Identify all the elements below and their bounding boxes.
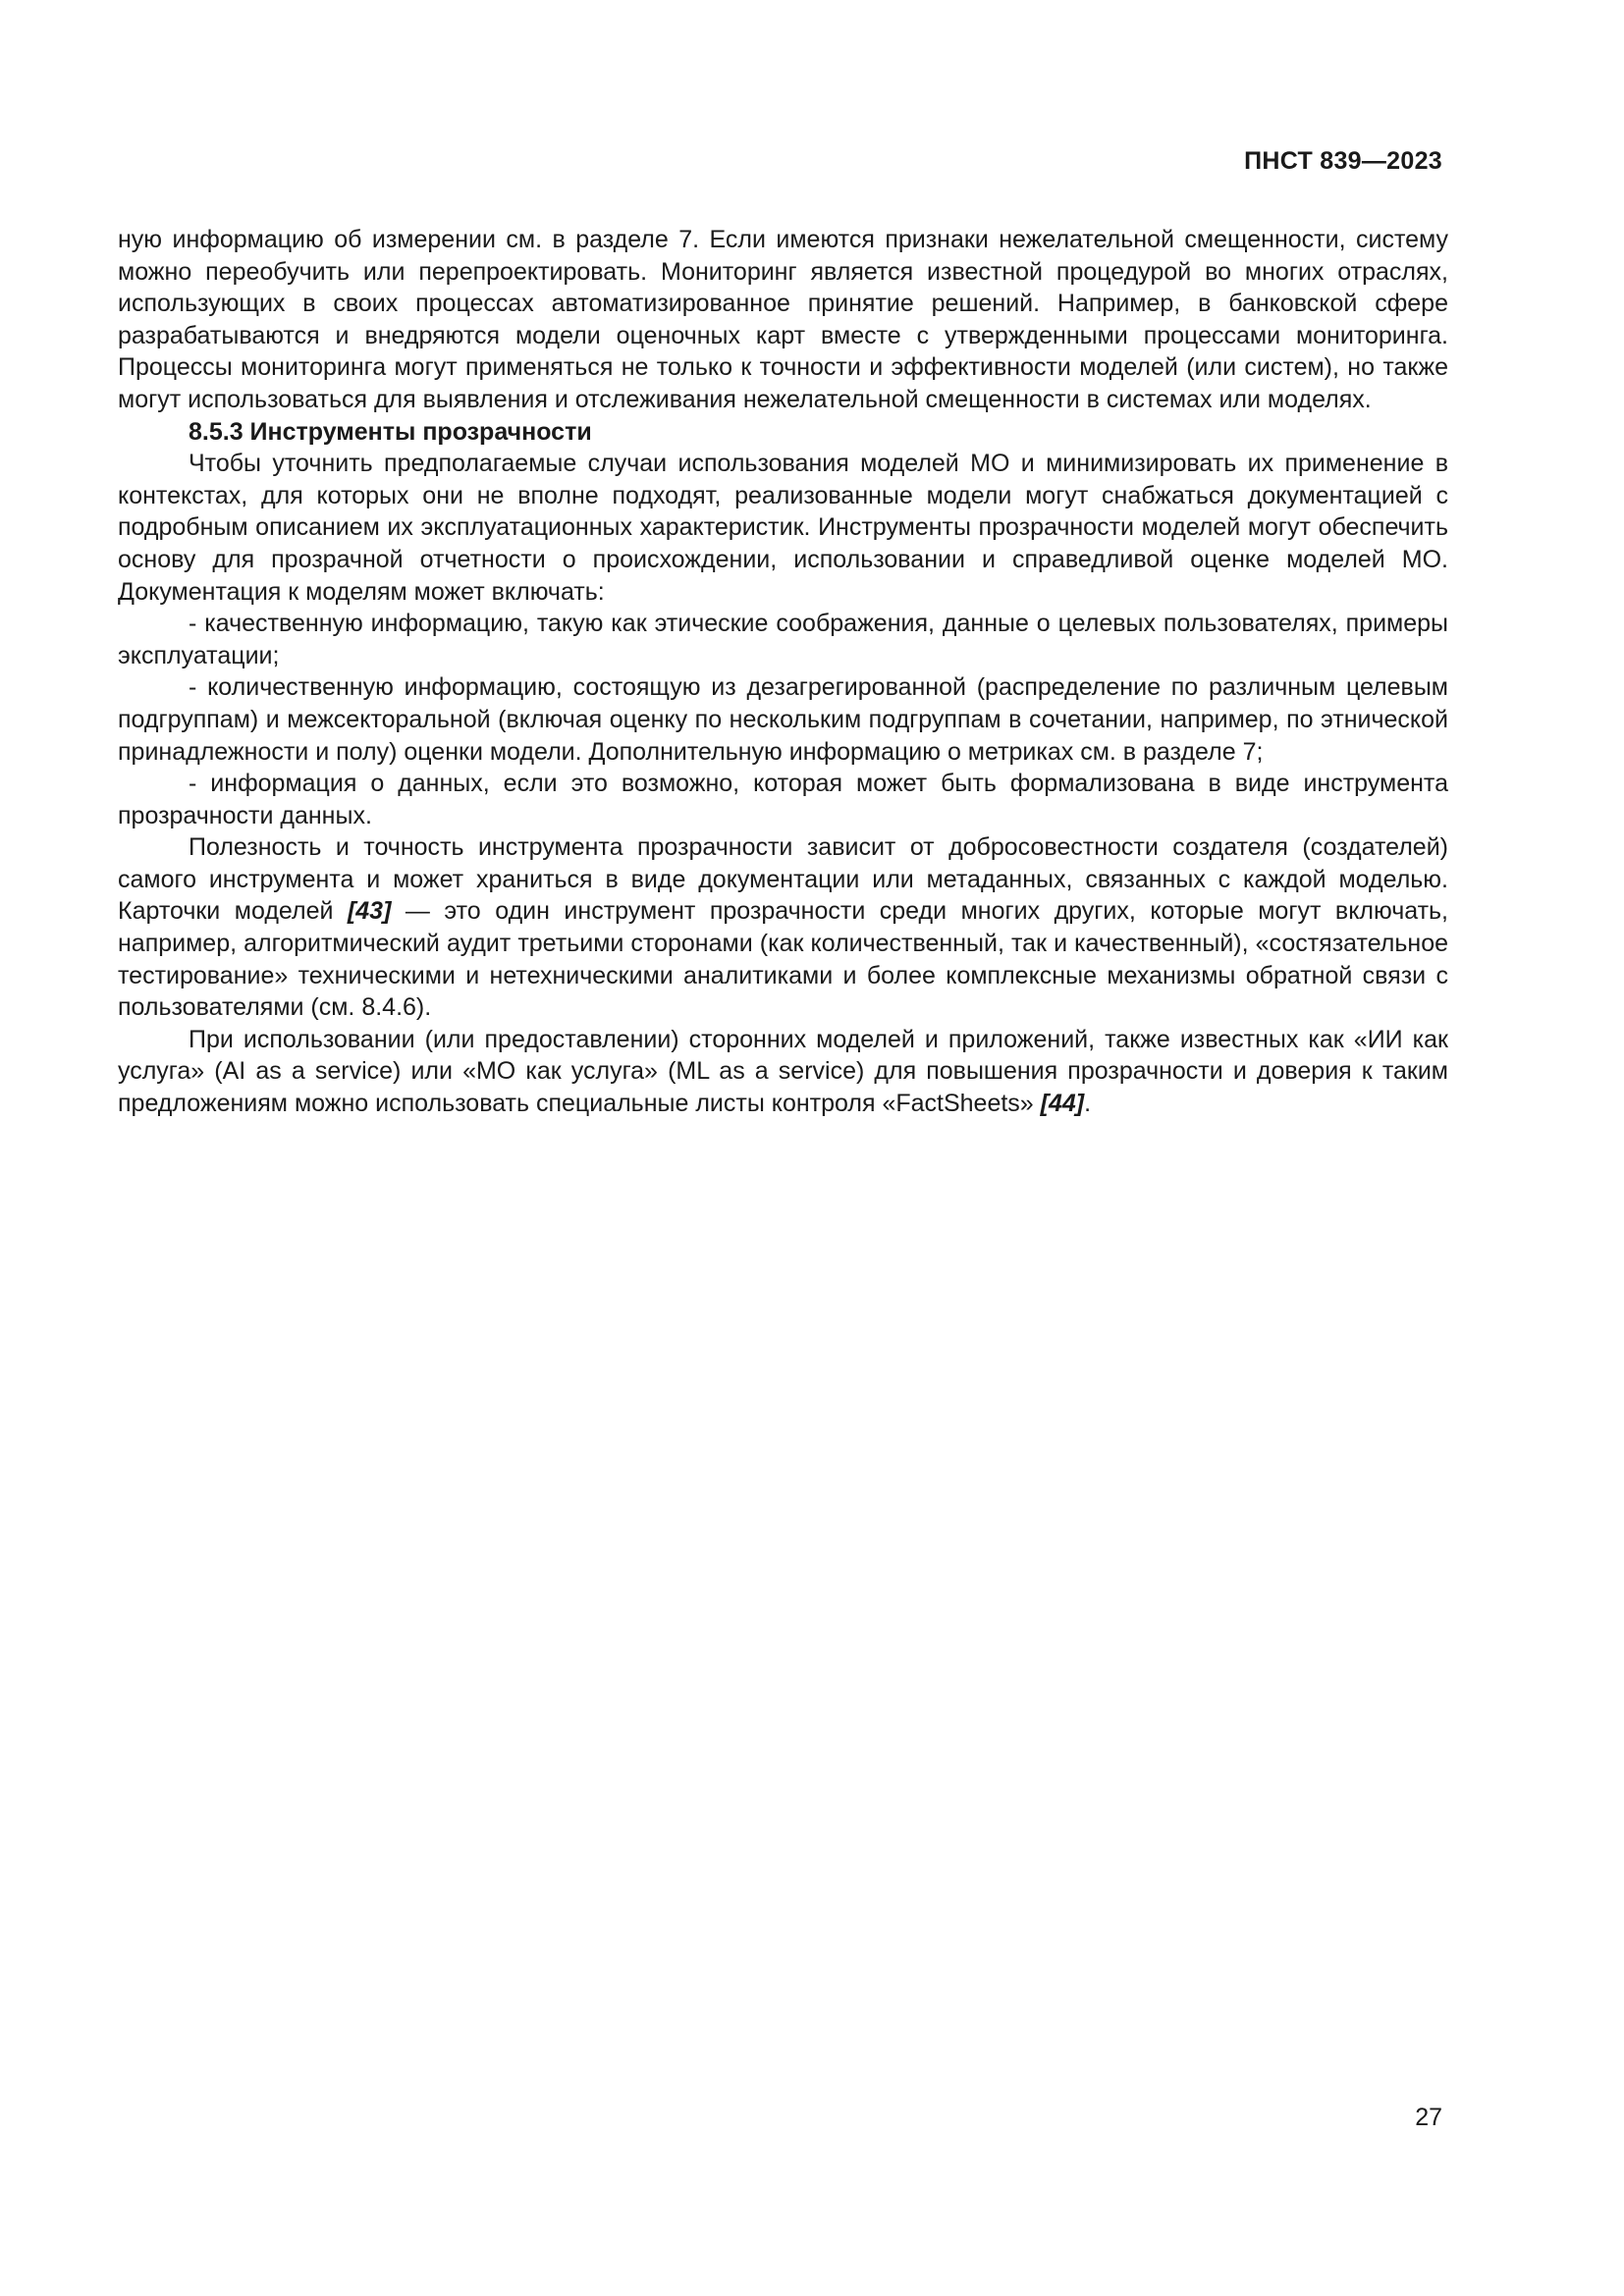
paragraph-usefulness [118, 831, 1448, 1024]
paragraph-text: Полезность и точность инструмента прозрачности зависит от добросовестности создателя (создателей) самого инструмента и может храниться в виде документации или метаданных, связанных с каждой моделью. Карточки моделей [118, 833, 1448, 926]
paragraph-text: При использовании (или предоставлении) сторонних моделей и приложений, также известных как «ИИ как услуга» (AI as a service) или «МО как услуга» (ML as a service) для повышения прозрачности и доверия к таким предложениям можно использовать специальные листы контроля «FactSheets» [118, 1025, 1448, 1118]
paragraph-intro: Чтобы уточнить предполагаемые случаи использования моделей МО и минимизировать их применение в контекстах, для которых они не вполне подходят, реализованные модели могут снабжаться документацией с подробным описанием их эксплуатационных характеристик. Инструменты прозрачности моделей могут обеспечить основу для прозрачной отчетности о происхождении, использовании и справедливой оценке моделей МО. Документация к моделям может включать: [118, 450, 1448, 606]
document-code: ПНСТ 839—2023 [1244, 147, 1442, 175]
list-item-qualitative: - качественную информацию, такую как этические соображения, данные о целевых пользователях, примеры эксплуатации; [118, 610, 1448, 669]
list-item-quantitative: - количественную информацию, состоящую из дезагрегированной (распределение по различным целевым подгруппам) и межсекторальной (включая оценку по нескольким подгруппам в сочетании, например, по этнической принадлежности и полу) оценки модели. Дополнительную информацию о метриках см. в разделе 7; [118, 673, 1448, 766]
page-number: 27 [1415, 2104, 1442, 2131]
page-body [118, 224, 1448, 1120]
reference-43: [43] [347, 897, 392, 926]
paragraph-text: . [1084, 1090, 1092, 1118]
paragraph-text: — это один инструмент прозрачности среди многих других, которые могут включать, например, алгоритмический аудит третьими сторонами (как количественный, так и качественный), «состязательное тестирование» техническими и нетехническими аналитиками и более комплексные механизмы обратной связи с пользователями (см. 8.4.6). [118, 897, 1449, 1022]
section-heading: 8.5.3 Инструменты прозрачности [189, 417, 592, 446]
paragraph-continued: ную информацию об измерении см. в разделе 7. Если имеются признаки нежелательной смещенности, систему можно переобучить или перепроектировать. Мониторинг является известной процедурой во многих отраслях, использующих в своих процессах автоматизированное принятие решений. Например, в банковской сфере разрабатываются и внедряются модели оценочных карт вместе с утвержденными процессами мониторинга. Процессы мониторинга могут применяться не только к точности и эффективности моделей (или систем), но также могут использоваться для выявления и отслеживания нежелательной смещенности в системах или моделях. [118, 226, 1448, 413]
paragraph-third-party [118, 1024, 1448, 1120]
reference-44: [44] [1040, 1090, 1085, 1118]
list-item-data-info: - информация о данных, если это возможно, которая может быть формализована в виде инструмента прозрачности данных. [118, 770, 1448, 829]
